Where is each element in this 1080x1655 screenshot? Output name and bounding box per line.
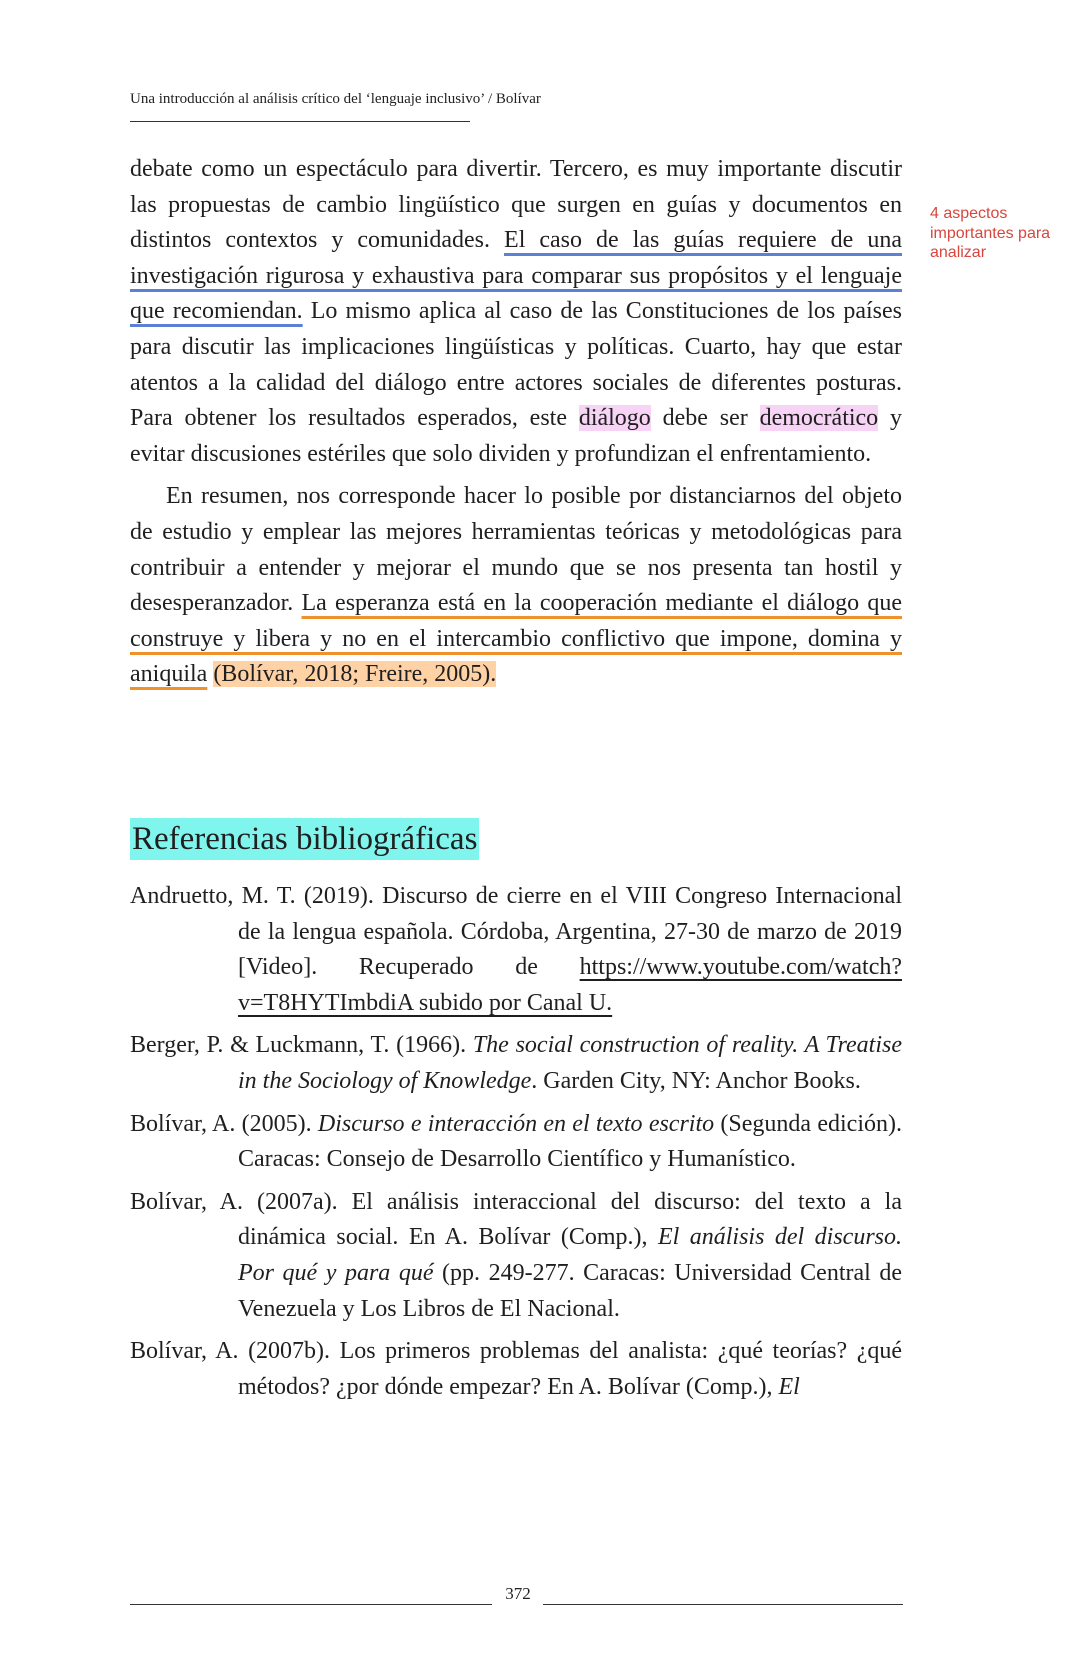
- text-run: debe ser: [650, 405, 760, 432]
- reference-text: Bolívar, A. (2005).: [130, 1110, 318, 1137]
- citation-highlight-annotation: (Bolívar, 2018; Freire, 2005).: [213, 661, 497, 688]
- pink-highlight-annotation: diálogo: [578, 405, 651, 432]
- text-run: En resumen, nos corresponde hacer lo posible por distanciarnos del objeto de estudio y emplear las mejores herramientas teóricas y metodológicas para contribuir a entender y mejorar el mundo que se nos presenta tan hostil y desesperanzador.: [130, 483, 902, 617]
- reference-text: Berger, P. & Luckmann, T. (1966).: [130, 1032, 473, 1059]
- references-heading: Referencias bibliográficas: [130, 818, 479, 860]
- page-number: 372: [505, 1584, 531, 1603]
- paragraph-1: [130, 152, 902, 472]
- reference-text: . Garden City, NY: Anchor Books.: [531, 1067, 861, 1094]
- orange-underline-annotation: La esperanza está en la cooperación mediante el diálogo que construye y libera y no en el intercambio conflictivo que impone, domina y aniquila: [130, 590, 902, 688]
- paragraph-2: [130, 479, 902, 693]
- footer-rule: [543, 1604, 903, 1605]
- reference-text: (pp. 249-277. Caracas: Universidad Central de Venezuela y Los Libros de El Nacional.: [238, 1259, 902, 1322]
- margin-annotation: 4 aspectos importantes para analizar: [930, 205, 1051, 261]
- reference-text: Andruetto, M. T. (2019). Discurso de cierre en el VIII Congreso Internacional de la lengua española. Córdoba, Argentina, 27-30 de marzo de 2019 [Video]. Recuperado de: [130, 883, 902, 981]
- header-rule: [130, 121, 470, 122]
- reference-entry: [130, 1028, 902, 1099]
- text-run: y evitar discusiones estériles que solo dividen y profundizan el enfrentamiento.: [130, 405, 903, 467]
- body-text: [130, 152, 902, 693]
- footer-rule: [130, 1604, 492, 1605]
- reference-entry: [130, 1107, 902, 1178]
- text-run: Lo mismo aplica al caso de las Constituciones de los países para discutir las implicaciones lingüísticas y políticas. Cuarto, hay que estar atentos a la calidad del diálogo entre actores sociales de diferentes posturas. Para obtener los resultados esperados, este: [130, 298, 902, 432]
- reference-entry: [130, 879, 902, 1021]
- reference-title-italic: Discurso e interacción en el texto escrito: [317, 1110, 715, 1137]
- reference-entry: [130, 1185, 902, 1327]
- reference-title-italic: El: [778, 1373, 800, 1400]
- running-head: Una introducción al análisis crítico del ‘lenguaje inclusivo’ / Bolívar: [130, 91, 541, 107]
- reference-title-italic: The social construction of reality. A Treatise in the Sociology of Knowledge: [238, 1032, 902, 1094]
- reference-title-italic: El análisis del discurso. Por qué y para qué: [238, 1224, 902, 1286]
- pink-highlight-annotation: democrático: [759, 405, 879, 432]
- reference-text: Bolívar, A. (2007a). El análisis interaccional del discurso: del texto a la dinámica social. En A. Bolívar (Comp.),: [130, 1188, 902, 1251]
- reference-text: Bolívar, A. (2007b). Los primeros problemas del analista: ¿qué teorías? ¿qué métodos? ¿por dónde empezar? En A. Bolívar (Comp.),: [130, 1338, 902, 1400]
- blue-underline-annotation: El caso de las guías requiere de una investigación rigurosa y exhaustiva para comparar sus propósitos y el lenguaje que recomiendan.: [130, 227, 902, 325]
- text-run: debate como un espectáculo para divertir. Tercero, es muy importante discutir las propuestas de cambio lingüístico que surgen en guías y documentos en distintos contextos y comunidades.: [130, 156, 902, 254]
- reference-text: (Segunda edición). Caracas: Consejo de Desarrollo Científico y Humanístico.: [238, 1110, 902, 1173]
- references-list: [130, 879, 902, 1412]
- reference-entry: [130, 1334, 902, 1405]
- reference-link[interactable]: https://www.youtube.com/watch?v=T8HYTImbdiA subido por Canal U.: [238, 954, 902, 1016]
